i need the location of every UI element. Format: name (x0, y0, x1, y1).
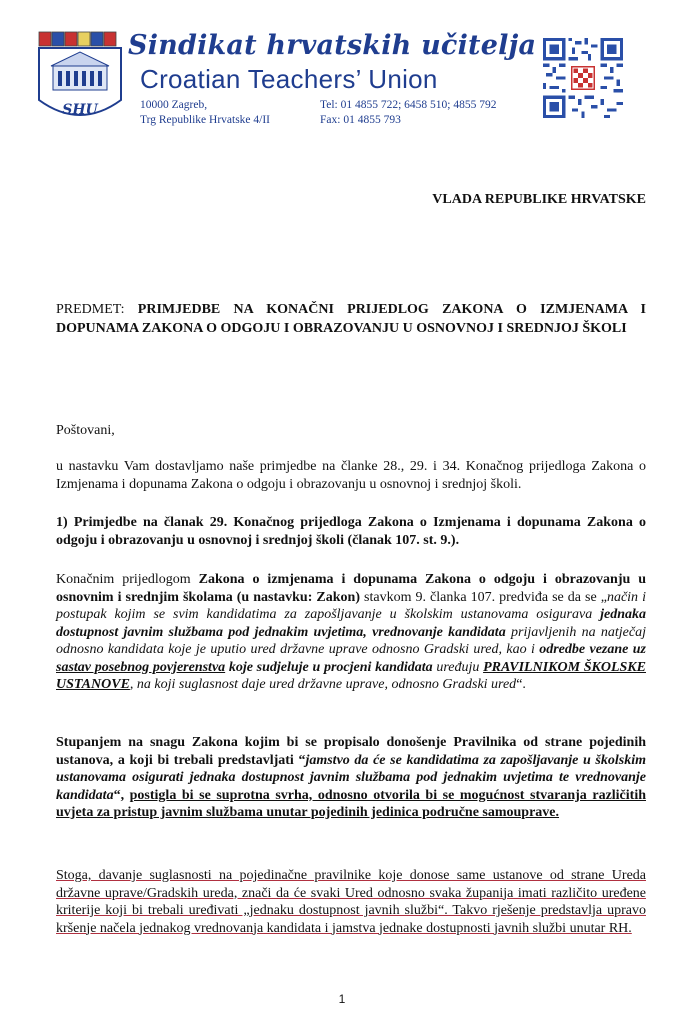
p1-s5: jednaka dostupnost javnim službama pod jednakim uvjetima, vrednovanje kandidata (56, 607, 646, 640)
p1-s6: prijavljenih na natječaj odnosno kandidata koje je uputio ured državne uprave odnosno Gradski ured, kao i (56, 624, 647, 657)
p1-s3: stavkom 9. članka 107. predviđa se da se „ (359, 589, 607, 605)
subject-line (56, 300, 646, 338)
greeting: Poštovani, (56, 423, 115, 438)
p2-s1: Stupanjem na snagu Zakona kojim bi se propisalo donošenje Pravilnika od strane pojedinih ustanova, a koji bi trebali predstavljati “ (56, 735, 646, 768)
address-city: 10000 Zagreb, (140, 99, 208, 111)
union-emblem-icon (33, 30, 129, 130)
org-name-english: Croatian Teachers’ Union (140, 64, 438, 94)
p1-s10: uređuju (432, 659, 484, 675)
org-name-croatian: Sindikat hrvatskih učitelja (128, 30, 537, 61)
p1-law-title: Zakona o izmjenama i dopunama Zakona o odgoju i obrazovanju u osnovnim i srednjim školama (u nastavku: Zakon) (56, 572, 646, 605)
page-number: 1 (338, 992, 346, 1006)
p1-s4: način i postupak kojim se svim kandidatima za zapošljavanje u školskim ustanovama osigurava (56, 589, 646, 622)
p1-rulebook: PRAVILNIKOM ŠKOLSKE USTANOVE (56, 659, 646, 692)
p2-s4: postigla bi se suprotna svrha, odnosno otvorila bi se mogućnost stvaranja različitih uvjeta za pristup javnim službama unutar pojedinih jedinica područne samouprave. (56, 787, 646, 820)
item-1-heading: 1) Primjedbe na članak 29. Konačnog prijedloga Zakona o Izmjenama i dopunama Zakona o odgoju i obrazovanju u osnovnoj i srednjoj školi (članak 107. st. 9.). (56, 515, 646, 548)
fax-number: Fax: 01 4855 793 (320, 114, 401, 126)
subject-label: PREDMET: (56, 302, 138, 317)
paragraph-1 (56, 571, 646, 694)
subject-text: PRIMJEDBE NA KONAČNI PRIJEDLOG ZAKONA O IZMJENAMA I DOPUNAMA ZAKONA O ODGOJU I OBRAZOVANJU U OSNOVNOJ I SREDNJOJ ŠKOLI (56, 302, 646, 336)
paragraph-3: Stoga, davanje suglasnosti na pojedinačne pravilnike koje donose same ustanove od strane Ureda državne uprave/Gradskih ureda, znači da će svaki Ured odnosno svaka županija imati različito uređene kriterije koji bi trebali uređivati „jednaku dostupnost javnih službi“. Takvo rješenje predstavlja upravo kršenje načela jednakog vrednovanja kandidata i jamstva jednake dostupnosti javnih službi unutar RH. (56, 868, 646, 936)
paragraph-2 (56, 734, 646, 822)
recipient: VLADA REPUBLIKE HRVATSKE (432, 192, 646, 207)
qr-code-icon (543, 38, 623, 118)
p1-s13: “. (516, 677, 526, 692)
p1-s12: , na koji suglasnost daje ured državne uprave, odnosno Gradski ured (129, 677, 517, 692)
p1-s1: Konačnim prijedlogom (56, 572, 199, 587)
p2-s3: “, (113, 787, 130, 803)
intro-paragraph: u nastavku Vam dostavljamo naše primjedbe na članke 28., 29. i 34. Konačnog prijedloga Zakona o Izmjenama i dopunama Zakona o odgoju i obrazovanju u osnovnoj i srednjoj školi. (56, 459, 646, 492)
address-street: Trg Republike Hrvatske 4/II (140, 114, 271, 126)
telephone-numbers: Tel: 01 4855 722; 6458 510; 4855 792 (320, 99, 497, 111)
p2-s2: jamstvo da će se kandidatima za zapošljavanje u školskim ustanovama osigurati jednaka dostupnost javnim službama pod jednakim uvjetima te vrednovanje kandidata (56, 752, 646, 803)
logo-label: SHU (62, 102, 98, 118)
p1-s8: sastav posebnog povjerenstva (56, 659, 226, 675)
p1-s9: koje sudjeluje u procjeni kandidata (225, 659, 433, 675)
p1-s7: odredbe vezane uz (539, 642, 646, 657)
